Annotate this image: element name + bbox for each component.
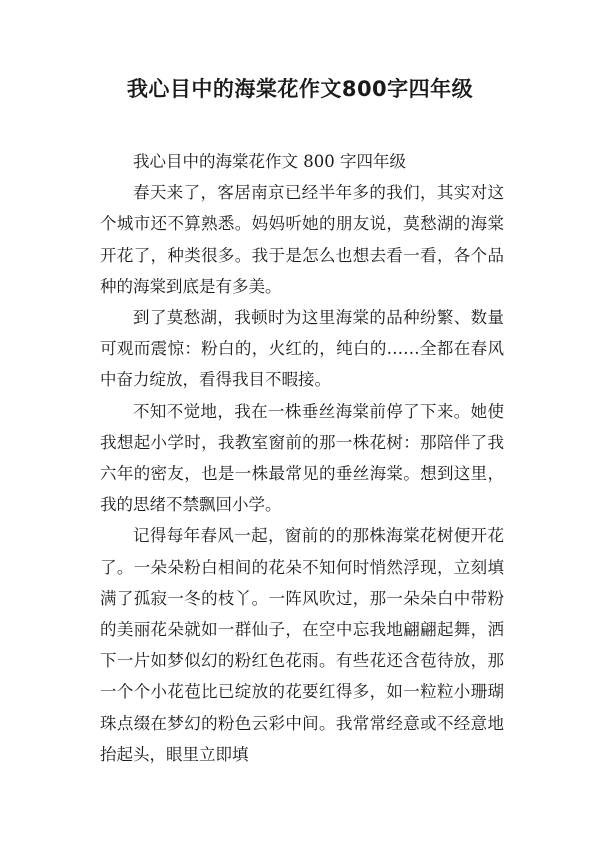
document-title: 我心目中的海棠花作文800字四年级 (126, 77, 474, 101)
paragraph-2: 到了莫愁湖，我顿时为这里海棠的品种纷繁、数量可观而震惊：粉白的，火红的，纯白的……全都在春风中奋力绽放，看得我目不暇接。 (100, 308, 504, 390)
document-body (100, 146, 504, 770)
paragraph-1: 春天来了，客居南京已经半年多的我们，其实对这个城市还不算熟悉。妈妈听她的朋友说，莫愁湖的海棠开花了，种类很多。我于是怎么也想去看一看，各个品种的海棠到底是有多美。 (100, 183, 504, 296)
paragraph-3: 不知不觉地，我在一株垂丝海棠前停了下来。她使我想起小学时，我教室窗前的那一株花树：那陪伴了我六年的密友，也是一株最常见的垂丝海棠。想到这里，我的思绪不禁飘回小学。 (100, 401, 504, 515)
paragraph-4: 记得每年春风一起，窗前的的那株海棠花树便开花了。一朵朵粉白相间的花朵不知何时悄然浮现，立刻填满了孤寂一冬的枝丫。一阵风吹过，那一朵朵白中带粉的美丽花朵就如一群仙子，在空中忘我地翩翩起舞，洒下一片如梦似幻的粉红色花雨。有些花还含苞待放，那一个个小花苞比已绽放的花要红得多，如一粒粒小珊瑚珠点缀在梦幻的粉色云彩中间。我常常经意或不经意地抬起头，眼里立即填 (100, 526, 504, 764)
document-subtitle: 我心目中的海棠花作文 800 字四年级 (133, 152, 406, 171)
